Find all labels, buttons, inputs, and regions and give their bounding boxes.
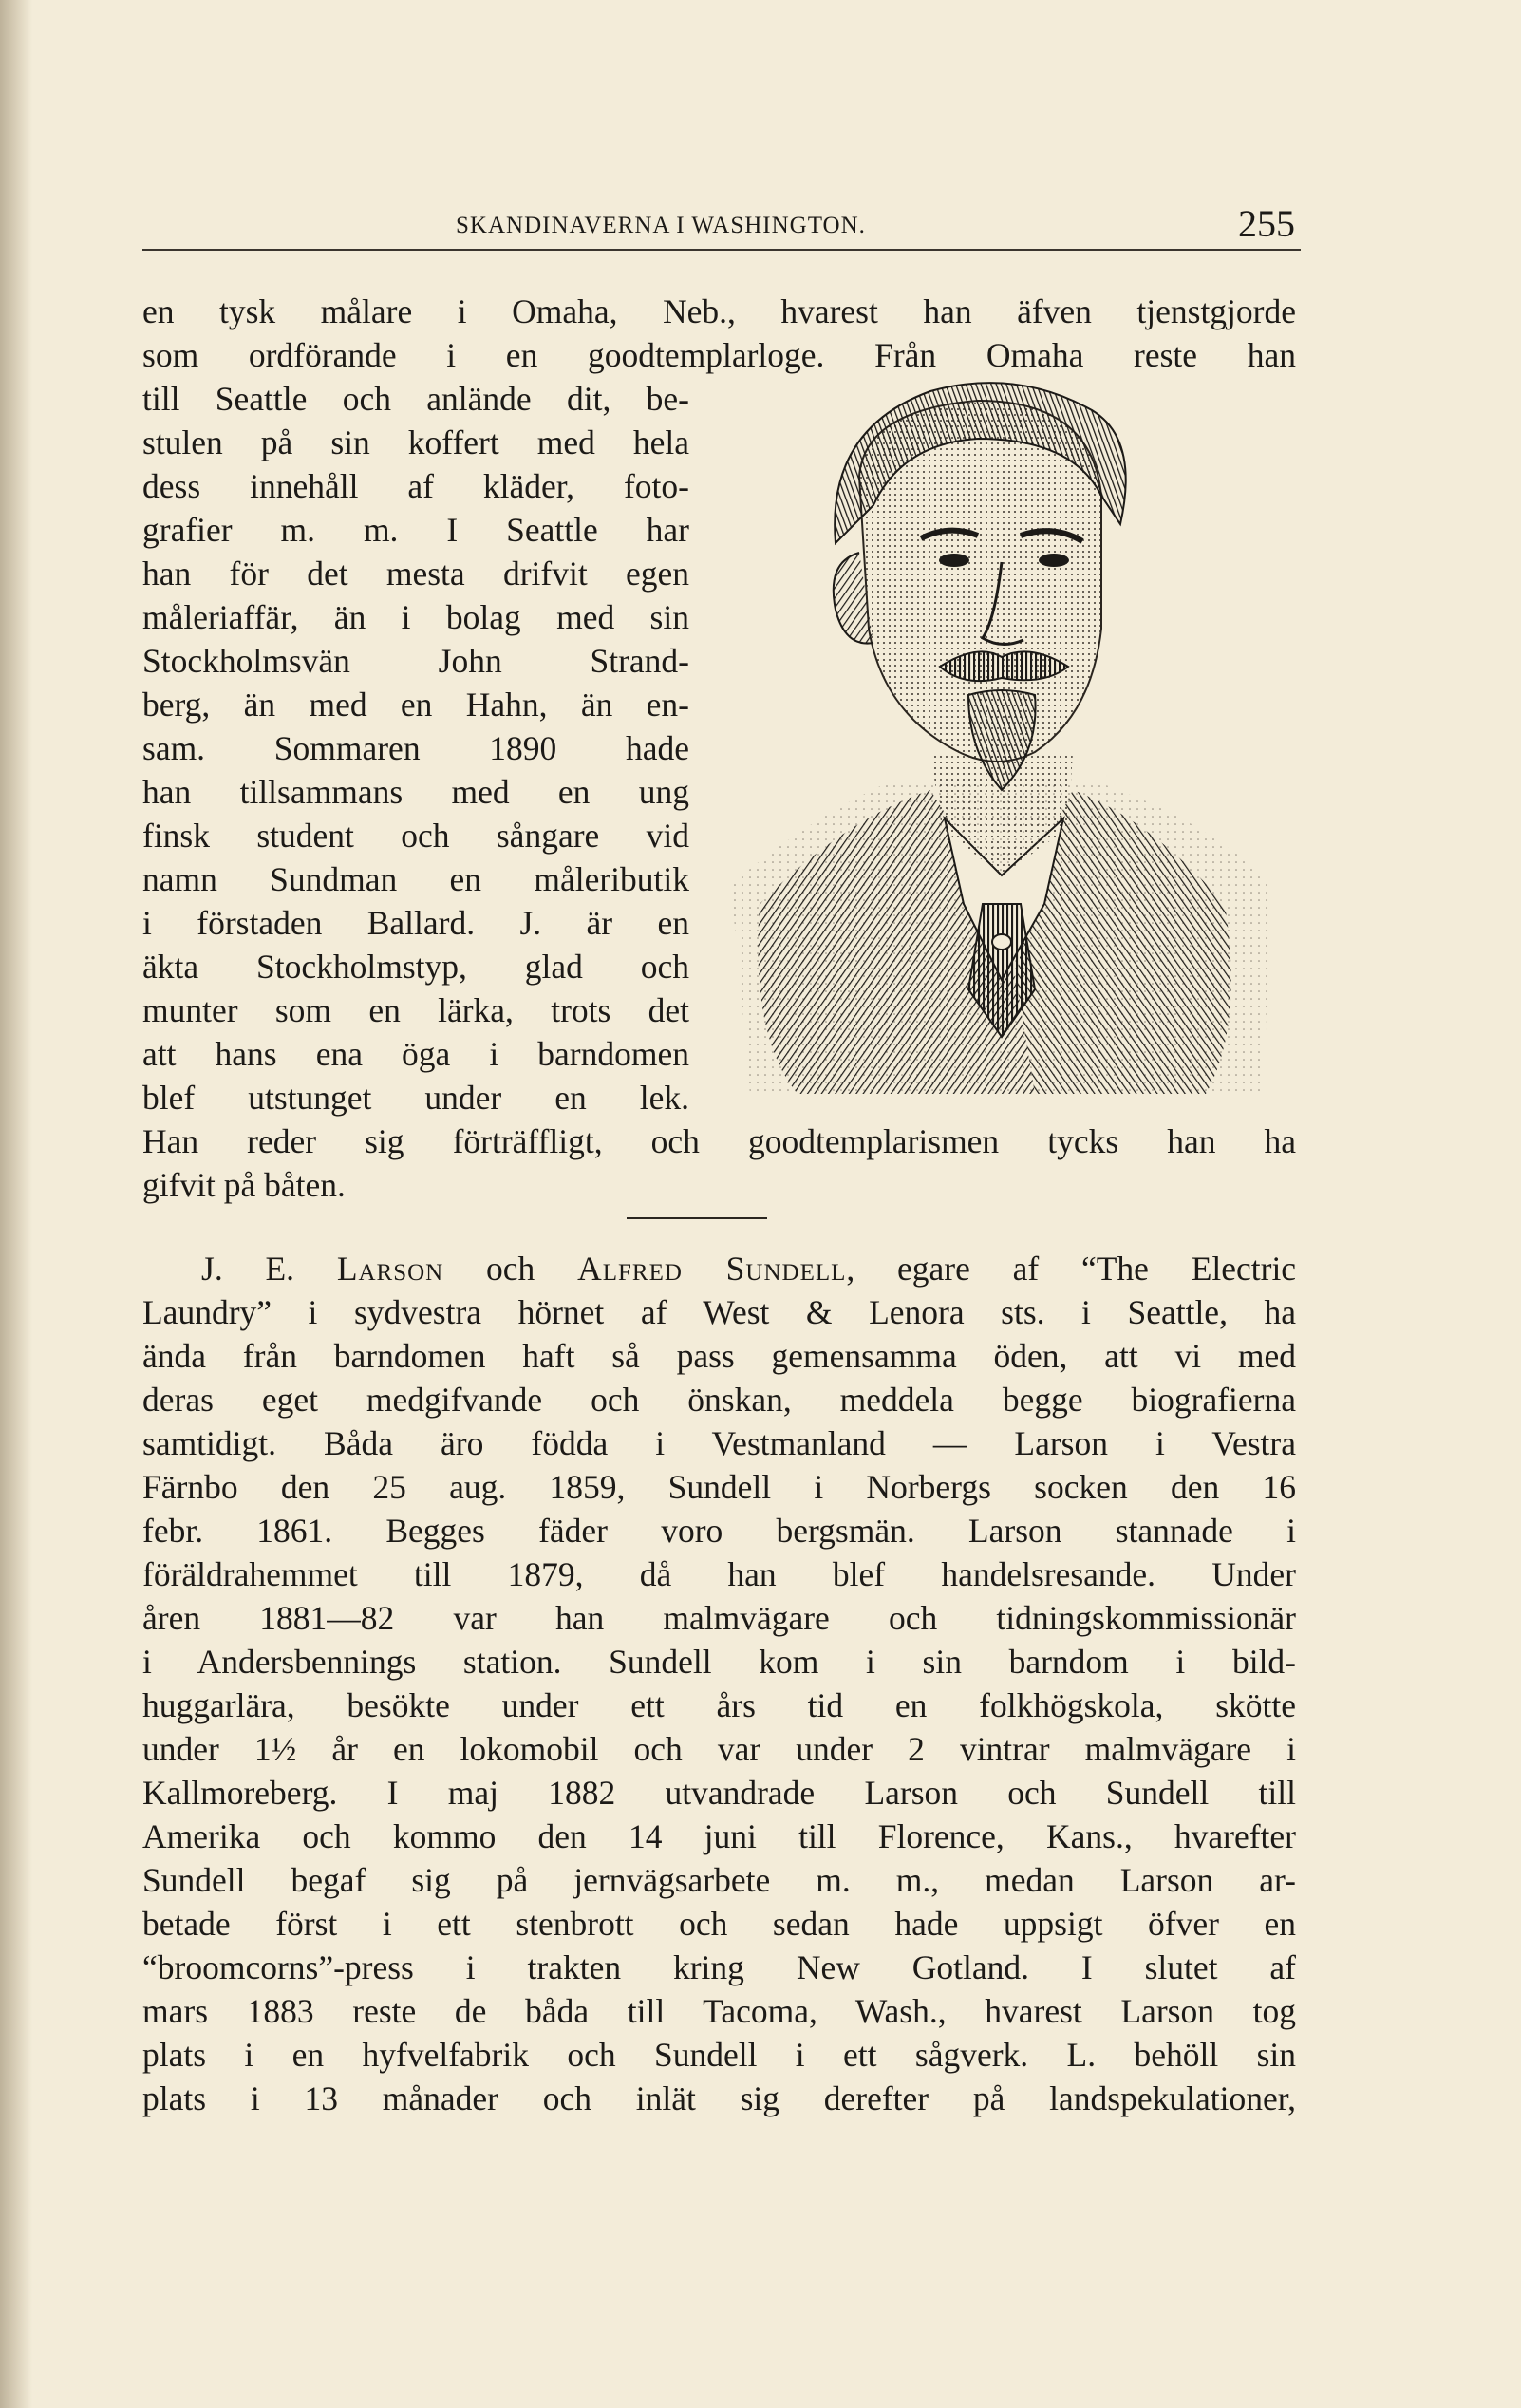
eye-right bbox=[1039, 554, 1069, 567]
text-line: blef utstunget under en lek. bbox=[142, 1079, 689, 1117]
eye-left bbox=[939, 554, 969, 567]
text-line: sam. Sommaren 1890 hade bbox=[142, 729, 689, 767]
person-name-larson: Larson bbox=[336, 1250, 444, 1288]
text-line: Färnbo den 25 aug. 1859, Sundell i Norbergs socken den 16 bbox=[142, 1468, 1296, 1506]
header-rule bbox=[142, 249, 1301, 251]
text-line: att hans ena öga i barndomen bbox=[142, 1035, 689, 1073]
text-line: en tysk målare i Omaha, Neb., hvarest han äfven tjenstgjorde bbox=[142, 292, 1296, 330]
text-line: deras eget medgifvande och önskan, meddela begge biografierna bbox=[142, 1381, 1296, 1419]
text-line: Amerika och kommo den 14 juni till Florence, Kans., hvarefter bbox=[142, 1817, 1296, 1855]
text-line: mars 1883 reste de båda till Tacoma, Wash., hvarest Larson tog bbox=[142, 1992, 1296, 2030]
text-line: grafier m. m. I Seattle har bbox=[142, 511, 689, 549]
text-line: berg, än med en Hahn, än en- bbox=[142, 686, 689, 724]
person-name-sundell: Alfred Sundell bbox=[577, 1250, 847, 1288]
text-line: samtidigt. Båda äro födda i Vestmanland — Larson i Vestra bbox=[142, 1424, 1296, 1462]
text-line: Sundell begaf sig på jernvägsarbete m. m., medan Larson ar- bbox=[142, 1861, 1296, 1899]
text-line: namn Sundman en måleributik bbox=[142, 860, 689, 898]
text-line: plats i 13 månader och inlät sig derefter på landspekulationer, bbox=[142, 2079, 1296, 2117]
text-line: till Seattle och anlände dit, be- bbox=[142, 380, 689, 418]
text-line: febr. 1861. Begges fäder voro bergsmän. Larson stannade i bbox=[142, 1512, 1296, 1550]
text-line: han tillsammans med en ung bbox=[142, 773, 689, 811]
page-header bbox=[142, 201, 1301, 249]
conjunction: och bbox=[486, 1250, 535, 1288]
text-line: föräldrahemmet till 1879, då han blef handelsresande. Under bbox=[142, 1555, 1296, 1593]
section-divider bbox=[627, 1217, 767, 1219]
lead-rest: , egare af “The Electric bbox=[846, 1250, 1297, 1288]
text-line: huggarlära, besökte under ett års tid en folkhögskola, skötte bbox=[142, 1686, 1296, 1724]
text-line: stulen på sin koffert med hela bbox=[142, 423, 689, 461]
text-line: åren 1881—82 var han malmvägare och tidningskommissionär bbox=[142, 1599, 1296, 1637]
text-line: Kallmoreberg. I maj 1882 utvandrade Larson och Sundell till bbox=[142, 1774, 1296, 1812]
running-title: SKANDINAVERNA I WASHINGTON. bbox=[456, 213, 866, 238]
text-line: betade först i ett stenbrott och sedan hade uppsigt öfver en bbox=[142, 1905, 1296, 1943]
text-line: han för det mesta drifvit egen bbox=[142, 555, 689, 593]
portrait-engraving bbox=[693, 372, 1301, 1122]
text-line: plats i en hyfvelfabrik och Sundell i ett sågverk. L. behöll sin bbox=[142, 2036, 1296, 2074]
text-line-lead bbox=[201, 1247, 1296, 1290]
tie-pin bbox=[992, 934, 1011, 950]
text-line: som ordförande i en goodtemplarloge. Från Omaha reste han bbox=[142, 336, 1296, 374]
text-line: i Andersbennings station. Sundell kom i sin barndom i bild- bbox=[142, 1643, 1296, 1681]
text-line: “broomcorns”-press i trakten kring New Gotland. I slutet af bbox=[142, 1948, 1296, 1986]
text-line: ända från barndomen haft så pass gemensamma öden, att vi med bbox=[142, 1337, 1296, 1375]
initials: J. E. bbox=[201, 1250, 295, 1288]
moustache bbox=[940, 651, 1068, 681]
text-line: under 1½ år en lokomobil och var under 2 vintrar malmvägare i bbox=[142, 1730, 1296, 1768]
page-number: 255 bbox=[1238, 202, 1295, 245]
text-line: munter som en lärka, trots det bbox=[142, 991, 689, 1029]
text-line: Han reder sig förträffligt, och goodtemplarismen tycks han ha bbox=[142, 1122, 1296, 1160]
text-line: dess innehåll af kläder, foto- bbox=[142, 467, 689, 505]
text-line: finsk student och sångare vid bbox=[142, 817, 689, 855]
book-spine-edge bbox=[0, 0, 32, 2408]
text-line: måleriaffär, än i bolag med sin bbox=[142, 598, 689, 636]
text-line: äkta Stockholmstyp, glad och bbox=[142, 948, 689, 986]
text-line: Laundry” i sydvestra hörnet af West & Lenora sts. i Seattle, ha bbox=[142, 1293, 1296, 1331]
text-line: Stockholmsvän John Strand- bbox=[142, 642, 689, 680]
text-line: i förstaden Ballard. J. är en bbox=[142, 904, 689, 942]
text-line: gifvit på båten. bbox=[142, 1166, 346, 1204]
